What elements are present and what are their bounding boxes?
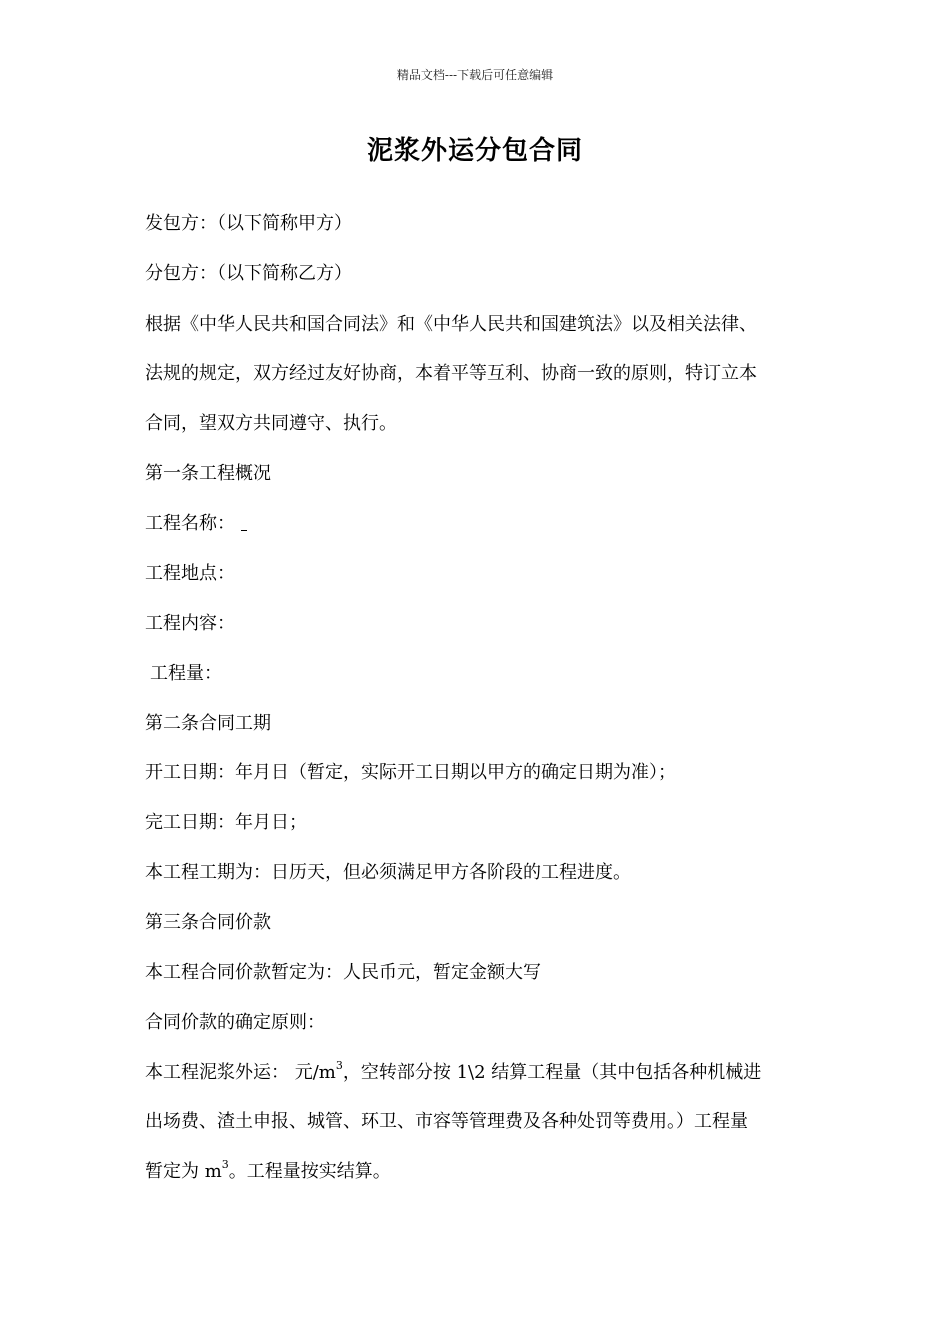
superscript: 3: [221, 1158, 229, 1171]
project-location-line: 工程地点：: [145, 563, 235, 584]
end-date-line: 完工日期：年月日；: [145, 812, 307, 833]
paragraph-line: 合同，望双方共同遵守、执行。: [145, 413, 397, 434]
section-heading: 第二条合同工期: [145, 713, 271, 734]
price-line: 本工程合同价款暂定为：人民币元，暂定金额大写: [145, 962, 541, 983]
section-heading: 第三条合同价款: [145, 912, 271, 933]
party-b-line: 分包方：（以下简称乙方）: [145, 263, 352, 284]
text-segment: ，空转部分按 1\2 结算工程量（其中包括各种机械进: [342, 1062, 762, 1083]
text-segment: 。工程量按实结算。: [228, 1161, 391, 1182]
text-segment: 暂定为 m: [145, 1161, 222, 1182]
blank-field: [241, 516, 247, 531]
paragraph-line: 根据《中华人民共和国合同法》和《中华人民共和国建筑法》以及相关法律、: [145, 314, 757, 335]
project-content-line: 工程内容：: [145, 613, 235, 634]
paragraph-line: 法规的规定，双方经过友好协商，本着平等互利、协商一致的原则，特订立本: [145, 363, 757, 384]
paragraph-line: 出场费、渣土申报、城管、环卫、市容等管理费及各种处罚等费用。）工程量: [145, 1111, 748, 1132]
section-heading: 第一条工程概况: [145, 463, 271, 484]
paragraph-line: [145, 1160, 825, 1184]
party-a-line: 发包方：（以下简称甲方）: [145, 213, 352, 234]
start-date-line: 开工日期：年月日（暂定，实际开工日期以甲方的确定日期为准）；: [145, 762, 676, 783]
duration-line: 本工程工期为：日历天，但必须满足甲方各阶段的工程进度。: [145, 862, 631, 883]
page-header: 精品文档---下载后可任意编辑: [396, 68, 554, 82]
superscript: 3: [335, 1059, 343, 1072]
price-principle-line: 合同价款的确定原则：: [145, 1012, 325, 1033]
document-title: 泥浆外运分包合同: [366, 136, 583, 166]
project-name-label: 工程名称：: [145, 513, 235, 534]
project-name-line: [145, 512, 825, 536]
project-quantity-line: 工程量：: [150, 663, 222, 684]
text-segment: 本工程泥浆外运： 元/m: [145, 1062, 336, 1083]
paragraph-line: [145, 1061, 825, 1085]
